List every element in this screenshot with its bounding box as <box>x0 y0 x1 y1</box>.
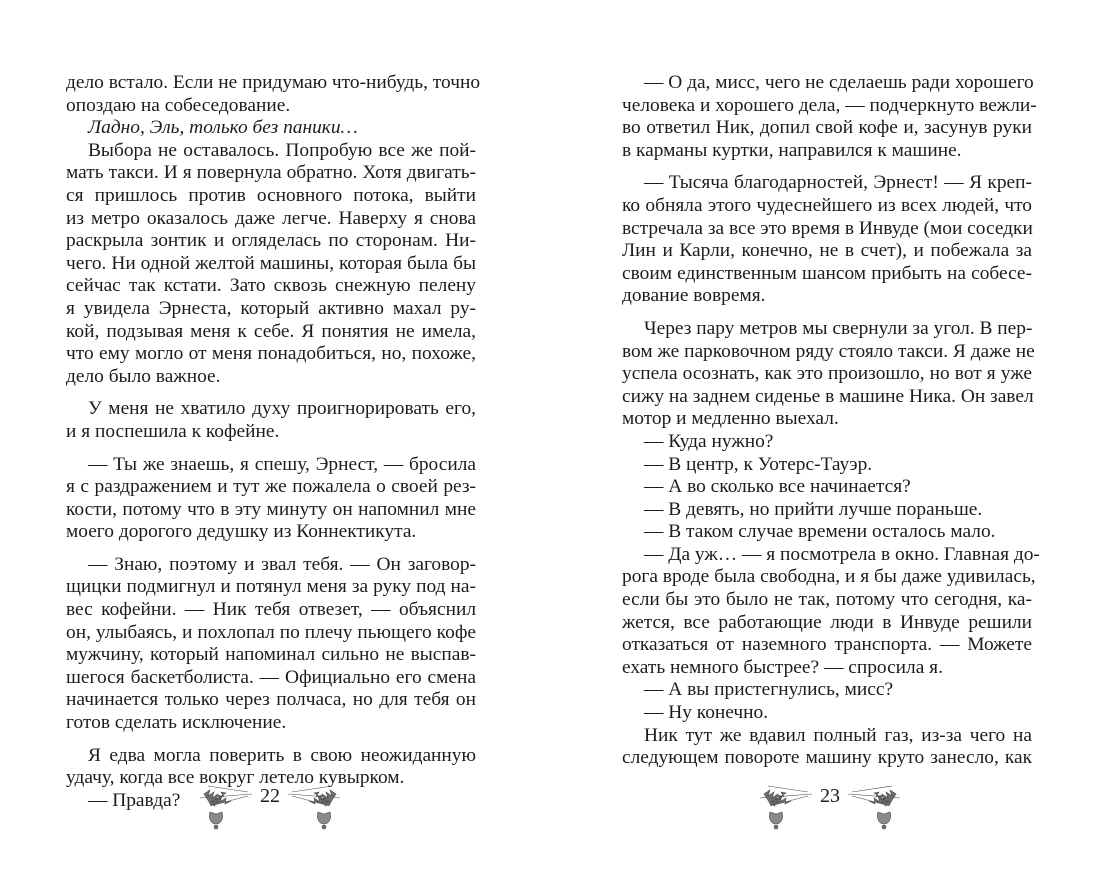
text-line: моего дорогого дедушку из Коннектикута. <box>66 521 417 543</box>
paragraph-gap <box>66 735 476 745</box>
paragraph-gap <box>66 544 476 554</box>
text-line: раскрыла зонтик и огляделась по сторонам. Ни- <box>66 230 476 252</box>
text-line: — А во сколько все начинается? <box>644 476 911 498</box>
text-line: своим единственным шансом прибыть на собесе- <box>622 262 1032 284</box>
text-line: мотор и медленно выехал. <box>622 408 839 430</box>
text-line: ся пришлось против основного потока, выйти <box>66 184 476 206</box>
text-line: — Знаю, поэтому и звал тебя. — Он заговор- <box>88 553 476 575</box>
text-line: — Ты же знаешь, я спешу, Эрнест, — бросила <box>88 453 476 475</box>
text-line: — О да, мисс, чего не сделаешь ради хорошего <box>644 72 1034 93</box>
paragraph-gap <box>66 388 476 398</box>
text-line: вес кофейни. — Ник тебя отвезет, — объяснил <box>66 599 476 621</box>
text-line: готов сделать исключение. <box>66 712 287 734</box>
text-line: ко обняла этого чудеснейшего из всех людей, что <box>622 194 1032 216</box>
text-line: Через пару метров мы свернули за угол. В пер- <box>644 317 1033 339</box>
right-page-text <box>622 72 1040 770</box>
text-line: отказаться от наземного транспорта. — Можете <box>622 634 1032 656</box>
text-line: — А вы пристегнулись, мисс? <box>644 679 894 701</box>
text-line: начинается только через полчаса, но для тебя он <box>66 689 476 711</box>
left-page-text <box>66 72 481 812</box>
text-line: Ладно, Эль, только без паники… <box>88 117 358 139</box>
text-line: что ему могло от меня понадобиться, но, похоже, <box>66 343 476 365</box>
text-line: — В центр, к Уотерс-Тауэр. <box>644 453 873 475</box>
text-line: жется, все работающие люди в Инвуде решили <box>622 611 1032 633</box>
text-line: в карманы куртки, направился к машине. <box>622 139 962 161</box>
text-line: встречала за все это время в Инвуде (мои соседки <box>622 217 1033 239</box>
text-line: шегося баскетболиста. — Официально его смена <box>66 666 476 688</box>
text-line: чего. Ни одной желтой машины, которая была бы <box>66 252 476 274</box>
paragraph-gap <box>66 444 476 454</box>
text-line: следующем повороте машину круто занесло, как <box>622 747 1032 769</box>
text-line: щицки подмигнул и потянул меня за руку под на- <box>66 576 476 598</box>
right-page-folio <box>750 776 910 836</box>
text-line: — Да уж… — я посмотрела в окно. Главная до- <box>644 543 1040 565</box>
text-line: У меня не хватило духу проигнорировать его, <box>88 398 476 420</box>
page-number: 22 <box>260 785 280 807</box>
text-line: — Куда нужно? <box>644 430 774 452</box>
text-line: Я едва могла поверить в свою неожиданную <box>88 744 476 766</box>
text-line: — В таком случае времени осталось мало. <box>644 521 996 543</box>
text-line: дело встало. Если не придумаю что-нибудь, точно <box>66 72 481 93</box>
text-line: успела осознать, как это произошло, но вот я уже <box>622 363 1032 385</box>
text-line: мать такси. И я повернула обратно. Хотя двигать- <box>66 162 476 184</box>
text-line: ехать немного быстрее? — спросила я. <box>622 656 943 678</box>
text-line: — Ну конечно. <box>644 702 769 724</box>
text-line: я с раздражением и тут же пожалела о своей рез- <box>66 476 476 498</box>
text-line: Выбора не оставалось. Попробую все же пой- <box>88 139 476 161</box>
text-line: если бы это было не так, потому что сегодня, ка- <box>622 589 1032 611</box>
text-line: сейчас так кстати. Зато сквозь снежную пелену <box>66 275 476 297</box>
text-line: человека и хорошего дела, — подчеркнуто вежли- <box>622 94 1037 116</box>
paragraph-gap <box>622 162 1032 172</box>
text-line: Ник тут же вдавил полный газ, из-за чего на <box>644 724 1032 746</box>
page-number: 23 <box>820 785 840 807</box>
text-line: — Правда? <box>88 789 181 811</box>
text-line: рога вроде была свободна, и я бы даже удивилась, <box>622 566 1036 588</box>
paragraph-gap <box>622 308 1032 318</box>
text-line: я увидела Эрнеста, который активно махал ру- <box>66 297 476 319</box>
text-line: из метро оказалось даже легче. Наверху я снова <box>66 207 476 229</box>
text-line: он, улыбаясь, и похлопал по плечу пьющего кофе <box>66 621 476 643</box>
text-line: удачу, когда все вокруг летело кувырком. <box>66 767 405 789</box>
text-line: дело было важное. <box>66 365 221 387</box>
text-line: мужчину, который напоминал сильно не выспав- <box>66 644 476 666</box>
text-line: опоздаю на собеседование. <box>66 94 291 116</box>
text-line: кости, потому что в эту минуту он напомнил мне <box>66 498 476 520</box>
text-line: — В девять, но прийти лучше пораньше. <box>644 498 983 520</box>
left-page-folio <box>190 776 350 836</box>
text-line: дование вовремя. <box>622 285 766 307</box>
text-line: вом же парковочном ряду стояло такси. Я даже не <box>622 340 1035 362</box>
text-line: Лин и Карли, конечно, не в счет), и побежала за <box>622 240 1032 262</box>
text-line: сижу на заднем сиденье в машине Ника. Он завел <box>622 385 1034 407</box>
text-line: и я поспешила к кофейне. <box>66 420 280 442</box>
text-line: кой, подзывая меня к себе. Я понятия не имела, <box>66 320 476 342</box>
text-line: во ответил Ник, допил свой кофе и, засунув руки <box>622 117 1032 139</box>
text-line: — Тысяча благодарностей, Эрнест! — Я креп- <box>644 172 1032 194</box>
